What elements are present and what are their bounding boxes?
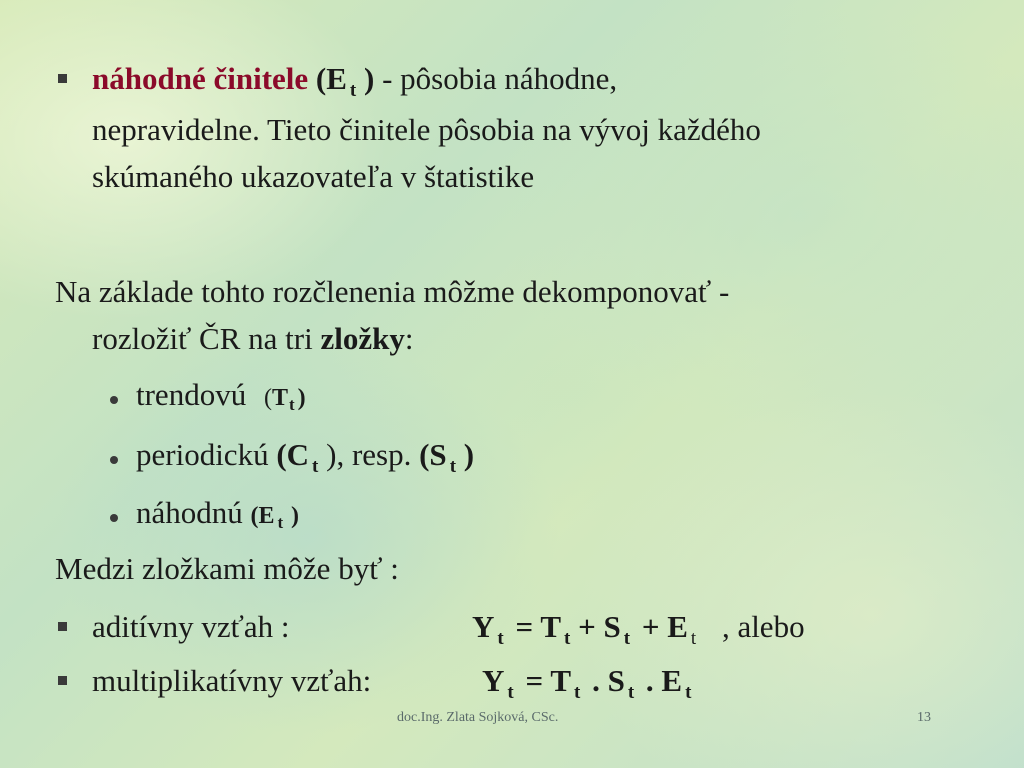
dash: - [374, 61, 401, 96]
page-number: 13 [917, 710, 931, 725]
component-label: periodickú [136, 437, 269, 472]
item1-text1: pôsobia náhodne, [400, 61, 618, 96]
component-symbol-open: (E [250, 503, 275, 529]
additive-formula [472, 608, 805, 649]
item-nahodne-line2: nepravidelne. Tieto činitele pôsobia na vývoj každého [92, 112, 761, 147]
symbol-e-sub: t [349, 80, 357, 101]
multiplicative-label: multiplikatívny vzťah: [92, 663, 372, 698]
relations-intro: Medzi zložkami môže byť : [55, 551, 399, 586]
formula-y-sub: t [507, 682, 514, 703]
formula-e-sub: t [690, 628, 697, 649]
item-nahodne-line1 [92, 60, 618, 101]
square-bullet-icon [58, 622, 67, 631]
component-label: trendovú [136, 377, 247, 412]
component-symbol-sub: t [312, 456, 319, 477]
dot-bullet-icon [110, 514, 118, 522]
component-symbol-sub: t [288, 395, 295, 414]
formula-plus-e: + E [641, 609, 688, 644]
additive-label: aditívny vzťah : [92, 609, 290, 644]
para-line2-text: rozložiť ČR na tri [92, 321, 321, 356]
term-nahodne-cinitele: náhodné činitele [92, 61, 309, 96]
component-symbol2-sub: t [449, 456, 457, 477]
multiplicative-formula [482, 662, 692, 703]
component-symbol-open: (C [276, 437, 310, 472]
dot-bullet-icon [110, 456, 118, 464]
component-trend [136, 376, 306, 413]
formula-dot-s: . S [592, 663, 625, 698]
term-zlozky: zložky [320, 321, 405, 356]
symbol-e-close: ) [363, 61, 375, 96]
formula-s-sub: t [623, 628, 631, 649]
component-symbol: T [271, 385, 288, 411]
footer-author: doc.Ing. Zlata Sojková, CSc. [397, 710, 559, 725]
formula-y: Y [472, 609, 495, 644]
formula-eq-t: = T [515, 609, 561, 644]
component-label: náhodnú [136, 495, 243, 530]
formula-t-sub: t [564, 628, 571, 649]
formula-dot-e: . E [645, 663, 683, 698]
formula-tail: , alebo [721, 609, 805, 644]
item-nahodne-line3: skúmaného ukazovateľa v štatistike [92, 159, 535, 194]
square-bullet-icon [58, 74, 67, 83]
component-random [136, 494, 299, 531]
component-symbol2-open: (S [419, 437, 447, 472]
dot-bullet-icon [110, 396, 118, 404]
formula-e-sub: t [685, 682, 692, 703]
para-line2-colon: : [404, 321, 414, 356]
component-symbol-close: ) [290, 503, 299, 529]
formula-eq-t: = T [525, 663, 571, 698]
para-line1: Na základe tohto rozčlenenia môžme dekomponovať - [55, 274, 730, 309]
component-symbol-close: ), resp. [326, 437, 412, 472]
formula-t-sub: t [574, 682, 581, 703]
component-periodic [136, 436, 475, 477]
para-line2 [92, 320, 413, 357]
formula-y: Y [482, 663, 505, 698]
square-bullet-icon [58, 676, 67, 685]
component-symbol2-close: ) [463, 437, 475, 472]
component-symbol-close: ) [297, 385, 306, 411]
component-symbol-open: ( [263, 385, 272, 411]
formula-s-sub: t [627, 682, 635, 703]
formula-y-sub: t [497, 628, 504, 649]
component-symbol-sub: t [277, 513, 284, 532]
formula-plus-s: + S [578, 609, 621, 644]
symbol-e-open: (E [315, 61, 347, 96]
